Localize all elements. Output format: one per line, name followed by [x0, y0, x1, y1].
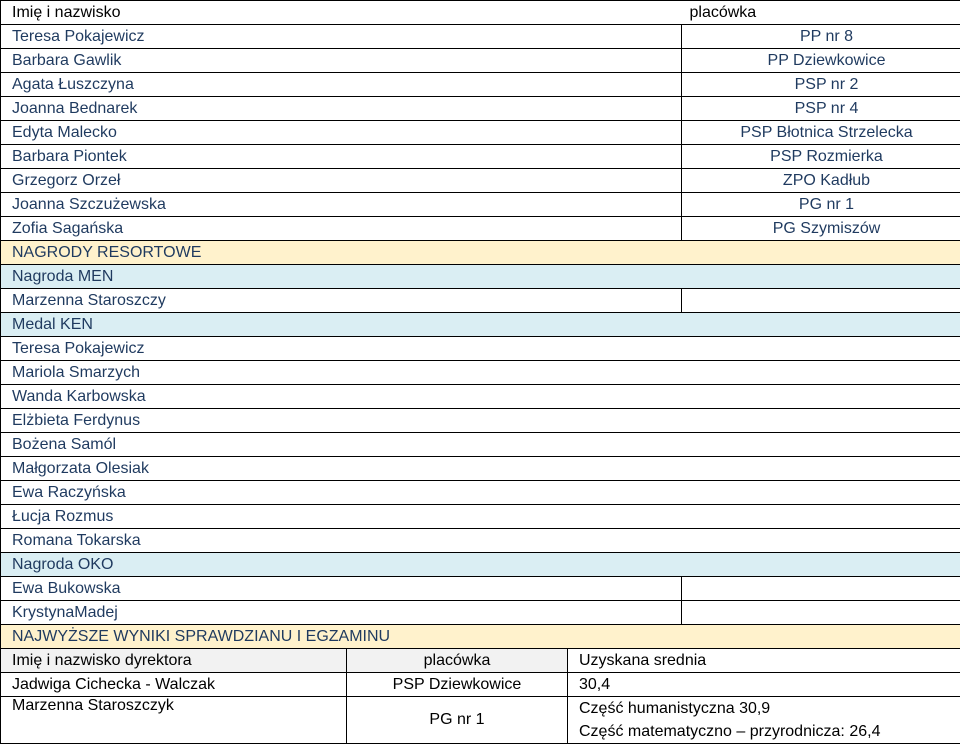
table-row [1, 601, 960, 625]
result-score [568, 697, 960, 744]
section-awards-title: NAGRODY RESORTOWE [1, 241, 960, 265]
staff-place: PSP Rozmierka [682, 145, 960, 169]
results-header-director: Imię i nazwisko dyrektora [1, 649, 347, 673]
table-row [1, 145, 960, 169]
results-header-score: Uzyskana srednia [568, 649, 960, 673]
award-empty-cell [682, 601, 960, 625]
results-table [0, 648, 960, 744]
section-oko-row [1, 553, 960, 577]
header-place: placówka [682, 1, 960, 25]
staff-place: PSP nr 4 [682, 97, 960, 121]
award-name: Elżbieta Ferdynus [1, 409, 960, 433]
award-name: Teresa Pokajewicz [1, 337, 960, 361]
staff-name: Barbara Gawlik [1, 49, 682, 73]
award-name: Wanda Karbowska [1, 385, 960, 409]
table-row [1, 49, 960, 73]
section-ken-title: Medal KEN [1, 313, 960, 337]
award-name: Mariola Smarzych [1, 361, 960, 385]
table-row [1, 577, 960, 601]
staff-name: Teresa Pokajewicz [1, 25, 682, 49]
section-men-row [1, 265, 960, 289]
award-name: Marzenna Staroszczy [1, 289, 682, 313]
award-name: Małgorzata Olesiak [1, 457, 960, 481]
result-place: PG nr 1 [347, 697, 568, 744]
results-header-place: placówka [347, 649, 568, 673]
award-name: Ewa Raczyńska [1, 481, 960, 505]
section-results-row [1, 625, 960, 649]
section-awards-row [1, 241, 960, 265]
table-row [1, 385, 960, 409]
award-name: Łucja Rozmus [1, 505, 960, 529]
award-name: Ewa Bukowska [1, 577, 682, 601]
table-row [1, 97, 960, 121]
table-row [1, 121, 960, 145]
award-empty-cell [682, 577, 960, 601]
staff-place: PP Dziewkowice [682, 49, 960, 73]
staff-name: Edyta Malecko [1, 121, 682, 145]
header-name: Imię i nazwisko [1, 1, 682, 25]
staff-name: Barbara Piontek [1, 145, 682, 169]
staff-place: PG nr 1 [682, 193, 960, 217]
staff-place: PP nr 8 [682, 25, 960, 49]
table-row [1, 505, 960, 529]
staff-name: Grzegorz Orzeł [1, 169, 682, 193]
staff-name: Joanna Bednarek [1, 97, 682, 121]
award-name: Romana Tokarska [1, 529, 960, 553]
table-row [1, 25, 960, 49]
table-row [1, 169, 960, 193]
award-name: Bożena Samól [1, 433, 960, 457]
result-director: Jadwiga Cichecka - Walczak [1, 673, 347, 697]
table-row [1, 193, 960, 217]
result-score-line-2: Część matematyczno – przyrodnicza: 26,4 [579, 720, 960, 743]
staff-place: PSP nr 2 [682, 73, 960, 97]
result-score-line-1: Część humanistyczna 30,9 [579, 697, 960, 720]
result-director: Marzenna Staroszczyk [1, 697, 347, 744]
table-row [1, 697, 960, 744]
section-men-title: Nagroda MEN [1, 265, 960, 289]
result-place: PSP Dziewkowice [347, 673, 568, 697]
section-oko-title: Nagroda OKO [1, 553, 960, 577]
table-row [1, 361, 960, 385]
result-score: 30,4 [568, 673, 960, 697]
staff-place: ZPO Kadłub [682, 169, 960, 193]
table-row [1, 529, 960, 553]
award-name: KrystynaMadej [1, 601, 682, 625]
table-row [1, 457, 960, 481]
results-header-row [1, 649, 960, 673]
staff-name: Zofia Sagańska [1, 217, 682, 241]
table-row [1, 433, 960, 457]
section-ken-row [1, 313, 960, 337]
staff-place: PG Szymiszów [682, 217, 960, 241]
table-row [1, 409, 960, 433]
staff-header-row [1, 1, 960, 25]
table-row [1, 337, 960, 361]
table-row [1, 673, 960, 697]
staff-name: Agata Łuszczyna [1, 73, 682, 97]
staff-name: Joanna Szczużewska [1, 193, 682, 217]
award-empty-cell [682, 289, 960, 313]
staff-place: PSP Błotnica Strzelecka [682, 121, 960, 145]
table-row [1, 289, 960, 313]
section-results-title: NAJWYŻSZE WYNIKI SPRAWDZIANU I EGZAMINU [1, 625, 960, 649]
table-row [1, 217, 960, 241]
table-row [1, 481, 960, 505]
table-row [1, 73, 960, 97]
